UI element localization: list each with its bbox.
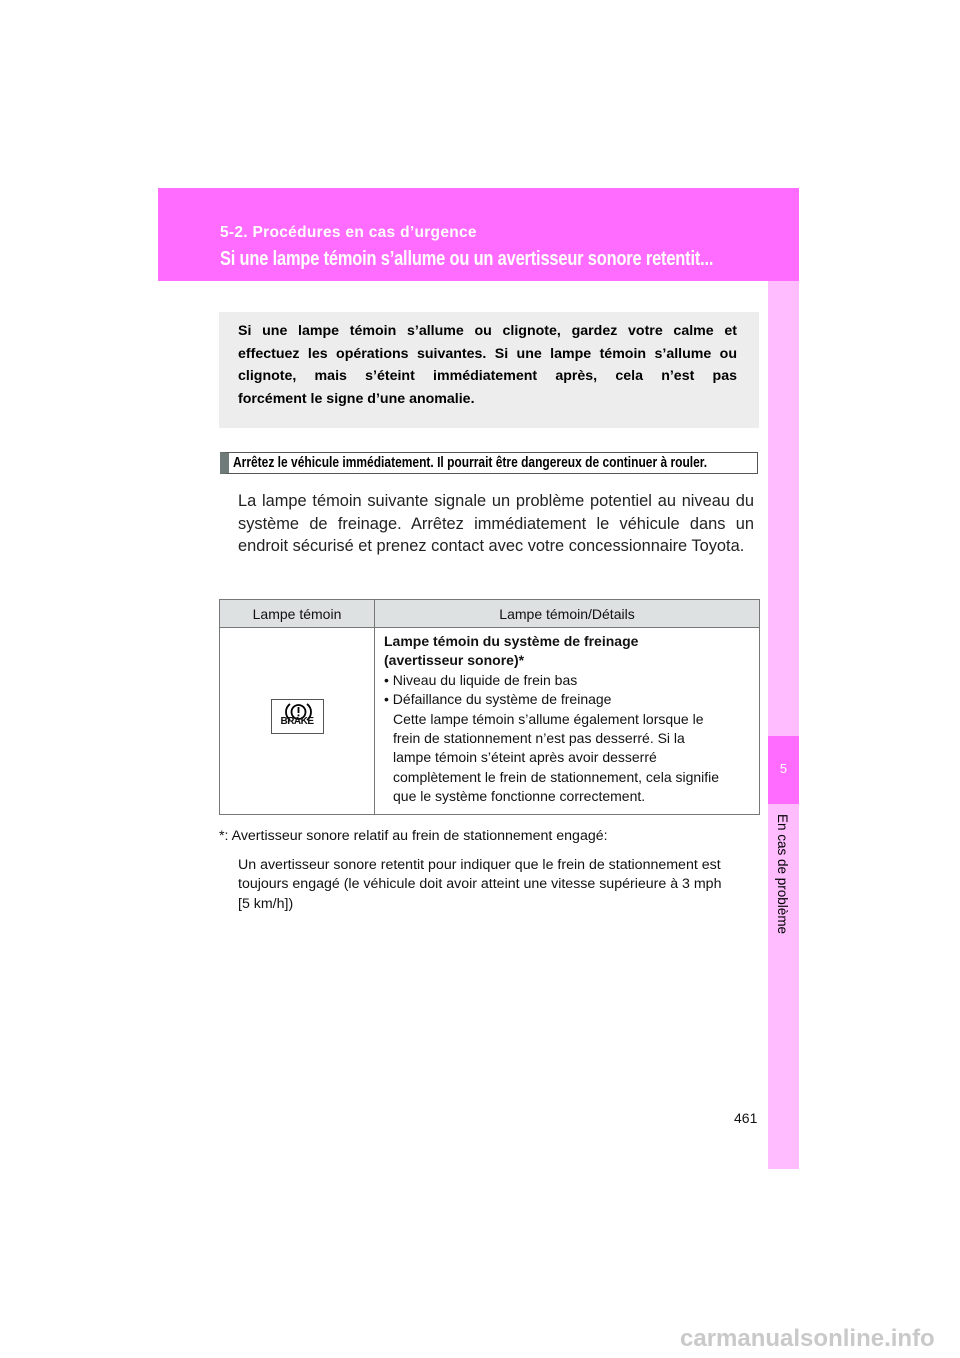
column-header: Lampe témoin/Détails [375,600,760,628]
section-label: 5-2. Procédures en cas d’urgence [220,224,477,241]
detail-line: Cette lampe témoin s’allume également lorsque le [393,710,704,727]
light-title: (avertisseur sonore)* [384,652,525,669]
watermark: carmanualsonline.info [680,1325,935,1352]
detail-line: frein de stationnement n’est pas desserré. Si la [393,730,685,747]
intro-line: forcément le signe d’une anomalie. [238,390,475,407]
detail-line: que le système fonctionne correctement. [393,788,646,805]
light-title: Lampe témoin du système de freinage [384,633,639,649]
warning-light-table [219,599,760,815]
chapter-title: En cas de problème [775,814,790,935]
intro-line: effectuez les opérations suivantes. Si une lampe témoin s’allume ou [238,345,737,362]
page-number: 461 [734,1110,758,1126]
footnote-line: [5 km/h]) [238,895,294,912]
detail-line: lampe témoin s’éteint après avoir desserré [393,749,657,766]
bullet-item: • Niveau du liquide de frein bas [384,671,578,688]
chapter-tab[interactable]: 5 [768,736,799,804]
intro-box [219,312,759,428]
chapter-sidebar [768,281,799,1169]
detail-line: complètement le frein de stationnement, cela signifie [393,768,720,785]
body-text: La lampe témoin suivante signale un problème potentiel au niveau du système de freinage. Arrêtez immédiatement le véhicule dans un endroit sécurisé et prenez contact avec votre concessionnaire Toyota. [238,492,754,556]
footnote-line: Un avertisseur sonore retentit pour indiquer que le frein de stationnement est [238,857,721,873]
warning-text: Arrêtez le véhicule immédiatement. Il pourrait être dangereux de continuer à rouler. [233,454,708,471]
brake-label: BRAKE [280,715,314,727]
column-header: Lampe témoin [220,600,375,628]
footnote-title: *: Avertisseur sonore relatif au frein de stationnement engagé: [219,828,608,844]
warning-banner [220,452,758,474]
footnote-text [238,856,756,914]
intro-line: clignote, mais s’éteint immédiatement après, cela n’est pas [238,368,737,385]
brake-warning-icon [271,699,324,734]
footnote-line: toujours engagé (le véhicule doit avoir atteint une vitesse supérieure à 3 mph [238,876,722,893]
bullet-item: • Défaillance du système de freinage [384,691,612,708]
page-title: Si une lampe témoin s’allume ou un avertisseur sonore retentit... [220,248,714,270]
table-row [220,628,760,815]
page-header [158,188,799,281]
intro-line: Si une lampe témoin s’allume ou clignote, gardez votre calme et [238,323,737,339]
